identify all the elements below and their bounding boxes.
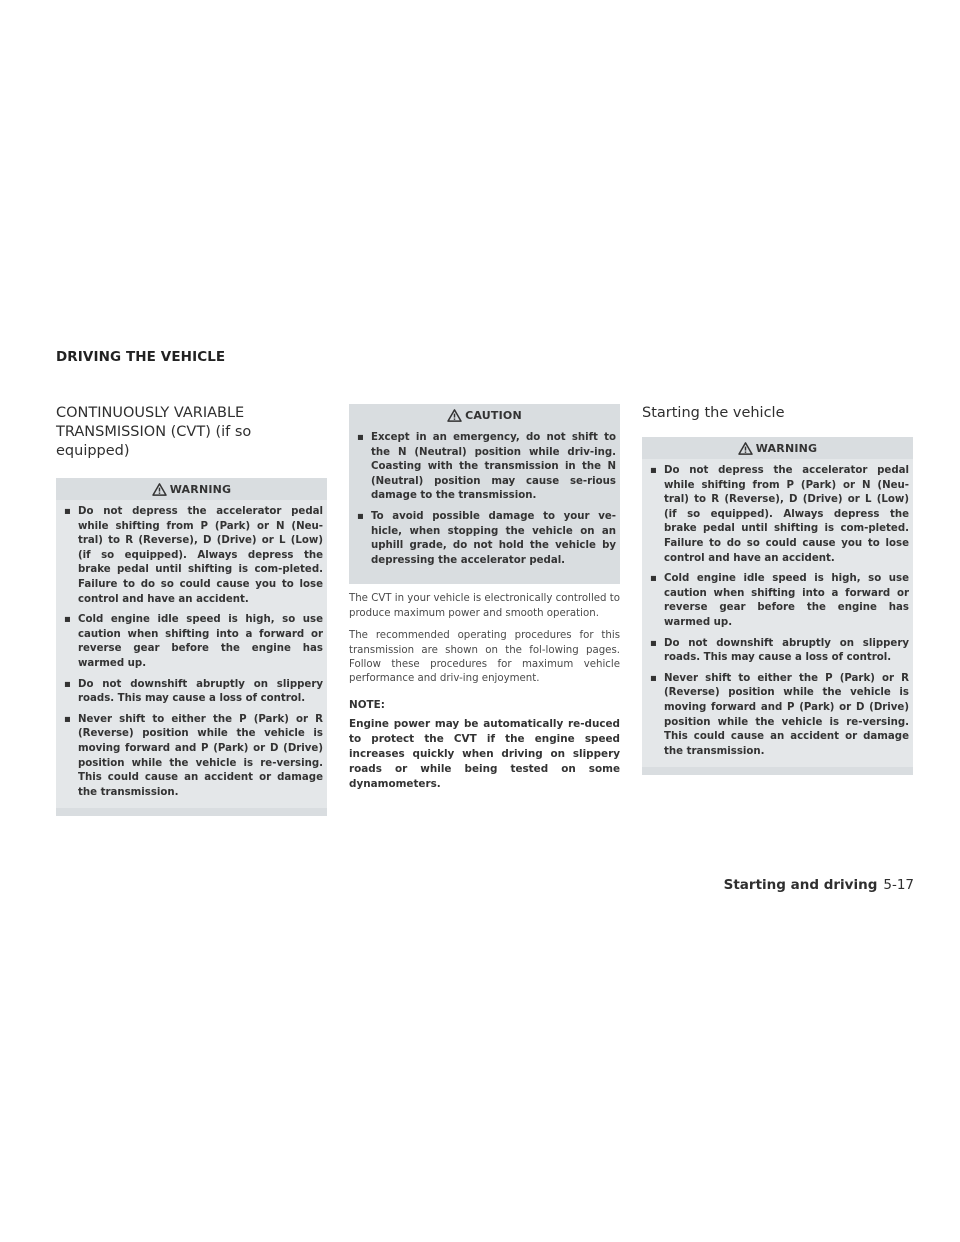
warning-item-text: Never shift to either the P (Park) or R (Reverse) position while the vehicle is moving forward and P (Park) or D (Drive) position while the vehicle is re-versing. This could cause an accident or damage the transmission. xyxy=(664,672,909,757)
caution-box xyxy=(349,404,620,584)
warning-box-header xyxy=(56,478,327,500)
topic-title: CONTINUOUSLY VARIABLE TRANSMISSION (CVT) (if so equipped) xyxy=(56,405,252,459)
warning-item-text: Do not depress the accelerator pedal while shifting from P (Park) or N (Neu-tral) to R (Reverse), D (Drive) or L (Low) (if so equipped). Always depress the brake pedal until shifting is com-pleted. Failure to do so could cause you to lose control and have an accident. xyxy=(664,465,909,564)
page-footer xyxy=(724,877,914,893)
bullet: ▪ xyxy=(650,573,657,585)
warning-item-text: Do not depress the accelerator pedal while shifting from P (Park) or N (Neu-tral) to R (Reverse), D (Drive) or L (Low) (if so equipped). Always depress the brake pedal until shifting is com-pleted. Failure to do so could cause you to lose control and have an accident. xyxy=(78,506,323,605)
caution-item-text: Except in an emergency, do not shift to the N (Neutral) position while driv-ing. Coasting with the transmission in the N (Neutral) position may cause se-rious damage to the transmission. xyxy=(371,432,616,502)
note-label: NOTE: xyxy=(349,698,385,711)
body-paragraph: The CVT in your vehicle is electronically controlled to produce maximum power and smooth operation. xyxy=(349,593,620,619)
warning-item xyxy=(62,678,323,707)
bullet: ▪ xyxy=(64,506,71,517)
bullet: ▪ xyxy=(64,614,71,626)
warning-box xyxy=(56,478,327,816)
bullet: ▪ xyxy=(357,510,364,522)
warning-item xyxy=(648,464,909,566)
warning-box xyxy=(642,437,913,775)
caution-item xyxy=(355,431,616,504)
caution-box-body xyxy=(349,426,620,576)
warning-label: WARNING xyxy=(169,482,232,496)
page-number: 5-17 xyxy=(883,877,914,893)
warning-triangle-icon xyxy=(447,409,462,422)
warning-triangle-icon xyxy=(738,442,753,455)
bullet: ▪ xyxy=(650,465,657,476)
bullet: ▪ xyxy=(650,672,657,684)
bullet: ▪ xyxy=(650,637,657,649)
bullet: ▪ xyxy=(64,713,71,725)
column-1 xyxy=(56,404,327,816)
warning-item xyxy=(648,637,909,666)
warning-label: WARNING xyxy=(755,441,818,455)
caution-label: CAUTION xyxy=(465,408,522,422)
warning-triangle-icon xyxy=(152,483,167,496)
bullet: ▪ xyxy=(357,432,364,443)
warning-item-text: Cold engine idle speed is high, so use caution when shifting into a forward or reverse gear before the engine has warmed up. xyxy=(78,614,323,669)
warning-item-text: Never shift to either the P (Park) or R (Reverse) position while the vehicle is moving forward and P (Park) or D (Drive) position while the vehicle is re-versing. This could cause an accident or damage the transmission. xyxy=(78,713,323,798)
warning-item xyxy=(648,672,909,760)
warning-item xyxy=(62,505,323,607)
warning-item-text: Do not downshift abruptly on slippery roads. This may cause a loss of control. xyxy=(664,637,909,664)
warning-item xyxy=(62,613,323,671)
section-header: DRIVING THE VEHICLE xyxy=(56,349,226,365)
warning-item xyxy=(648,572,909,630)
warning-box-body xyxy=(642,459,913,767)
warning-box-body xyxy=(56,500,327,808)
column-2 xyxy=(349,404,620,792)
bullet: ▪ xyxy=(64,678,71,690)
chapter-name: Starting and driving xyxy=(723,877,878,893)
warning-box-header xyxy=(642,437,913,459)
subsection-title: Starting the vehicle xyxy=(642,405,785,421)
warning-item xyxy=(62,713,323,801)
note-text: Engine power may be automatically re-duced to protect the CVT if the engine speed increases quickly when driving on slippery roads or while being tested on some dynamometers. xyxy=(349,717,620,790)
caution-item xyxy=(355,510,616,568)
column-3 xyxy=(642,404,913,775)
caution-box-header xyxy=(349,404,620,426)
warning-item-text: Cold engine idle speed is high, so use caution when shifting into a forward or reverse gear before the engine has warmed up. xyxy=(664,573,909,628)
body-paragraph: The recommended operating procedures for this transmission are shown on the fol-lowing pages. Follow these procedures for maximum vehicle performance and driv-ing enjoyment. xyxy=(349,630,620,685)
caution-item-text: To avoid possible damage to your ve-hicle, when stopping the vehicle on an uphill grade, do not hold the vehicle by depressing the accelerator pedal. xyxy=(371,510,616,566)
warning-item-text: Do not downshift abruptly on slippery roads. This may cause a loss of control. xyxy=(78,678,323,705)
